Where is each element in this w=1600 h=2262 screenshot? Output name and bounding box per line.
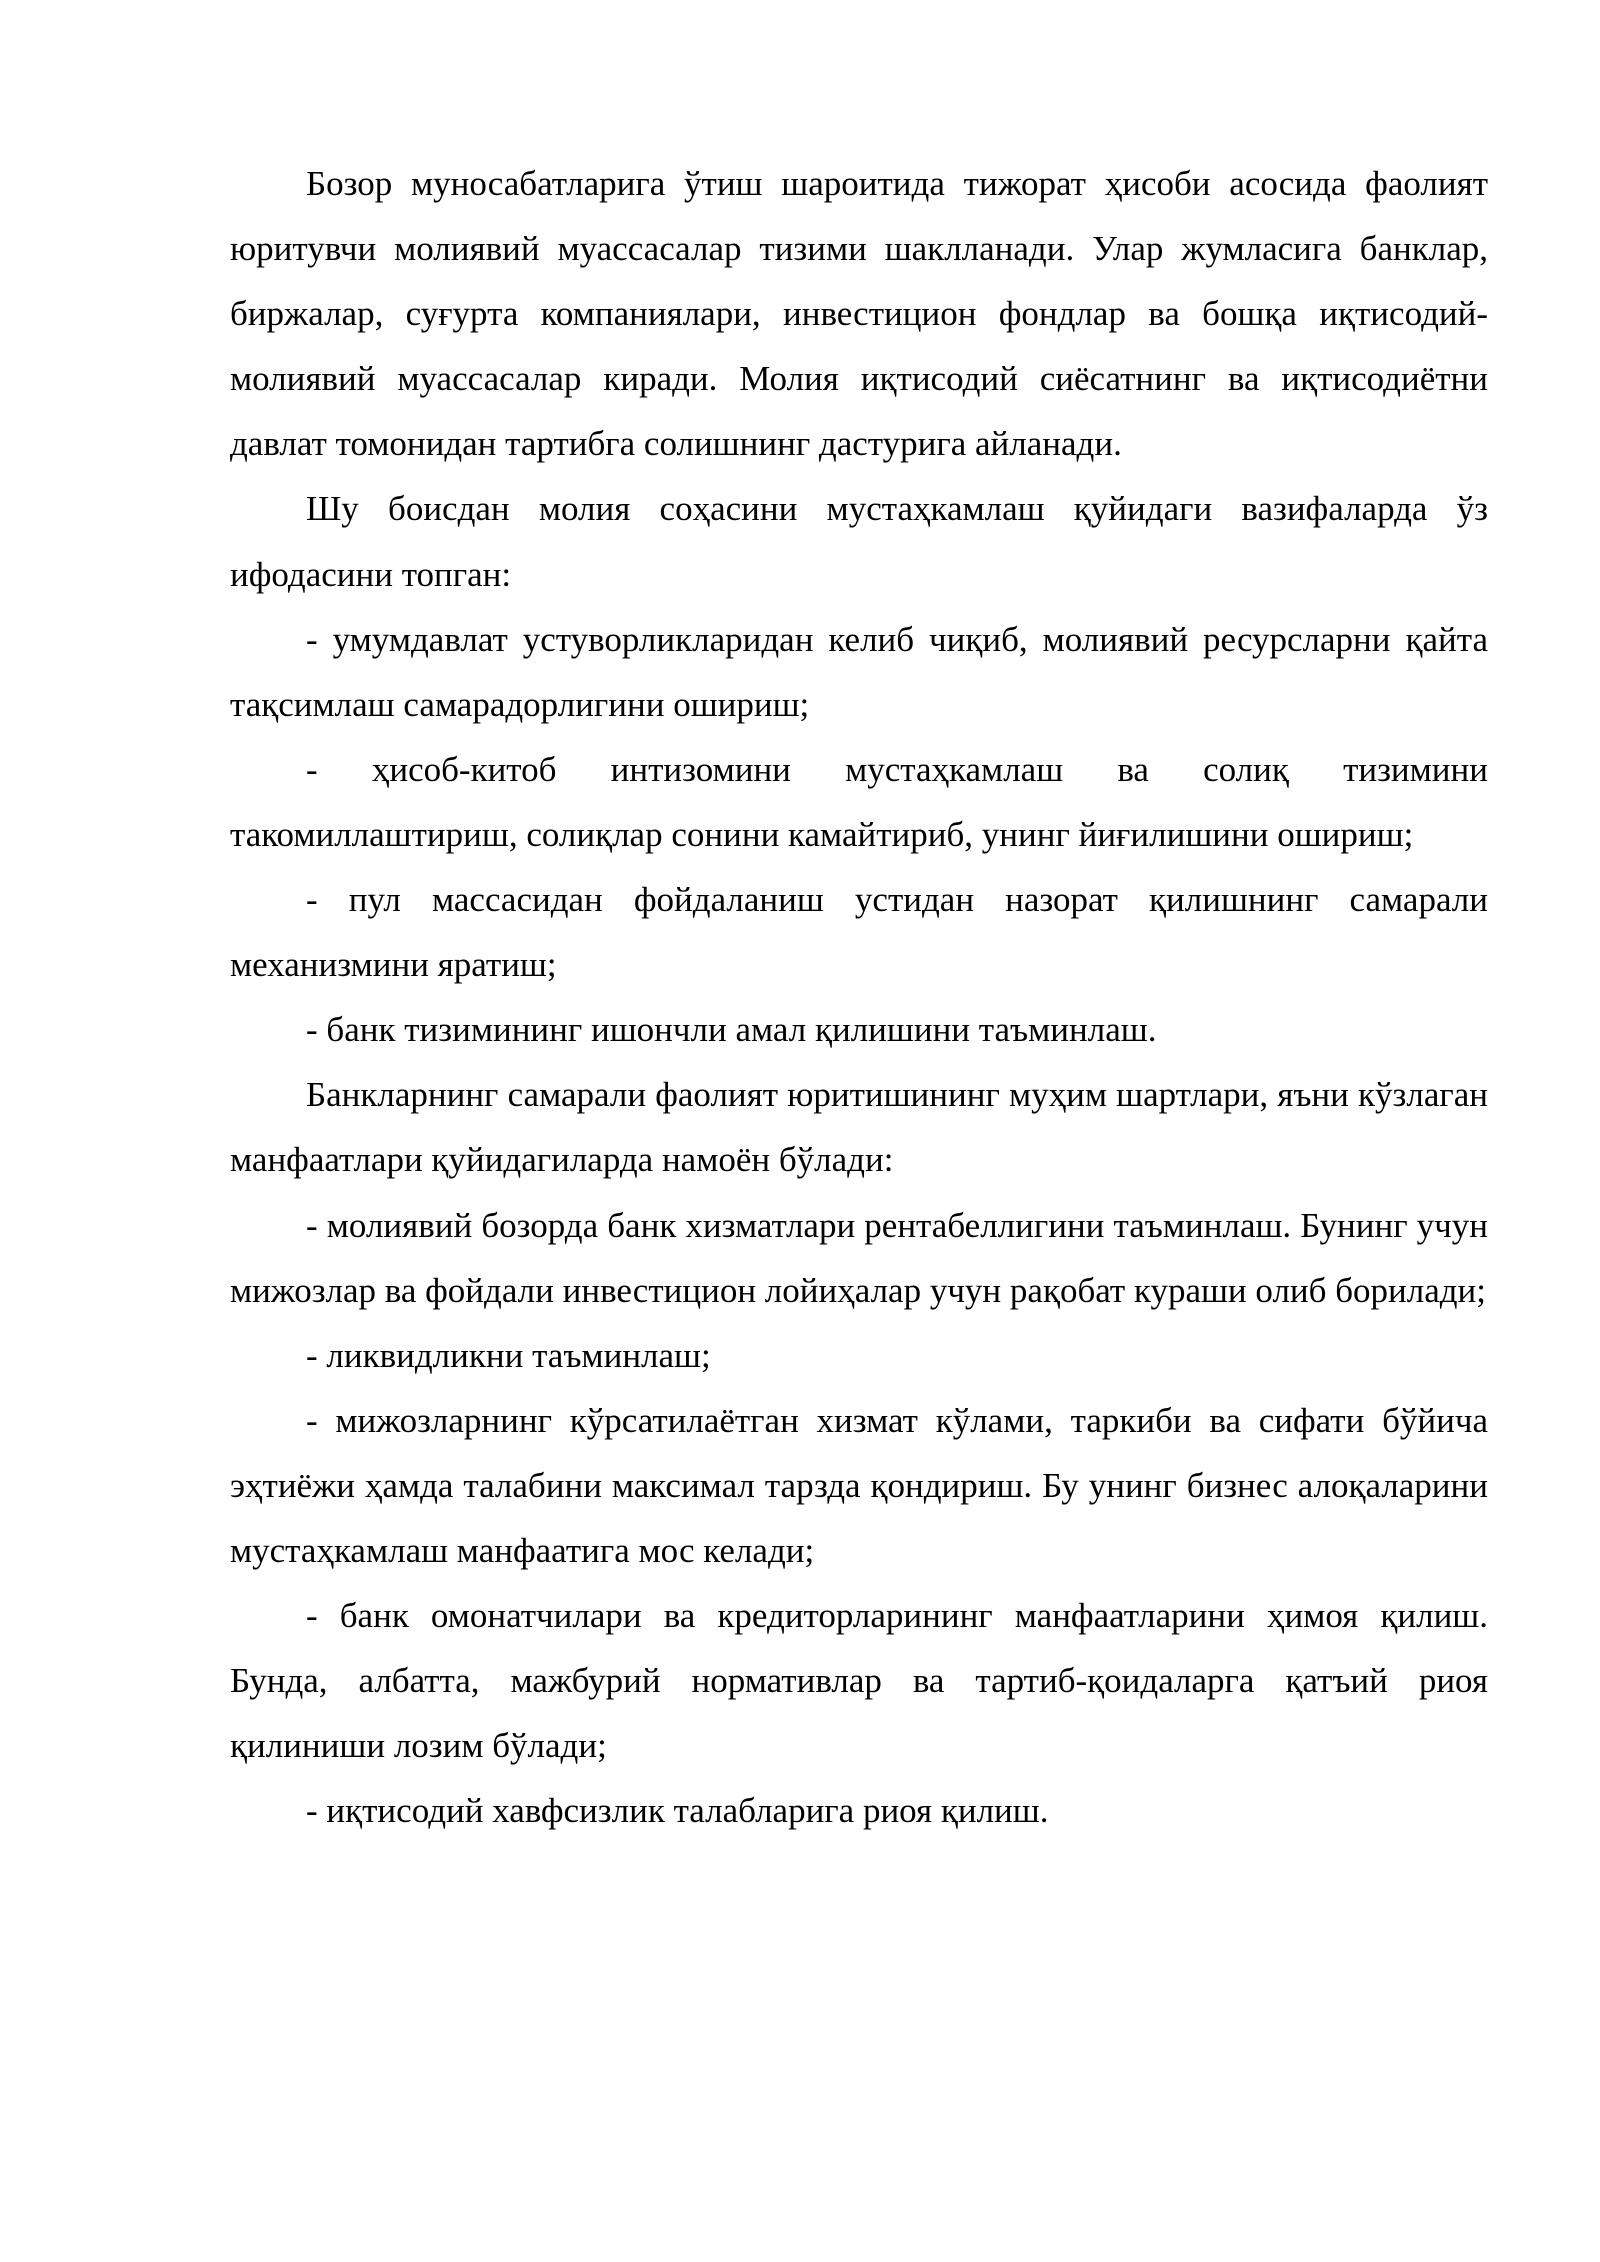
list-item: - пул массасидан фойдаланиш устидан назорат қилишнинг самарали механизмини яратиш; [230, 880, 1488, 985]
list-item: - банк омонатчилари ва кредиторларининг манфаатларини ҳимоя қилиш. Бунда, албатта, мажбурий нормативлар ва тартиб-қоидаларга қатъий риоя қилиниши лозим бўлади; [230, 1596, 1488, 1766]
paragraph-bank-conditions: Банкларнинг самарали фаолият юритишининг муҳим шартлари, яъни кўзлаган манфаатлари қуйидагиларда намоён бўлади: [230, 1075, 1488, 1180]
list-item: - мижозларнинг кўрсатилаётган хизмат кўлами, таркиби ва сифати бўйича эҳтиёжи ҳамда талабини максимал тарзда қондириш. Бу унинг бизнес алоқаларини мустаҳкамлаш манфаатига мос келади; [230, 1400, 1488, 1570]
paragraph-intro: Бозор муносабатларига ўтиш шароитида тижорат ҳисоби асосида фаолият юритувчи молиявий муассасалар тизими шаклланади. Улар жумласига банклар, биржалар, суғурта компаниялари, инвестицион фондлар ва бошқа иқтисодий-молиявий муассасалар киради. Молия иқтисодий сиёсатнинг ва иқтисодиётни давлат томонидан тартибга солишнинг дастурига айланади. [230, 164, 1488, 464]
paragraph-tasks-intro: Шу боисдан молия соҳасини мустаҳкамлаш қуйидаги вазифаларда ўз ифодасини топган: [230, 489, 1488, 594]
list-item: - иқтисодий хавфсизлик талабларига риоя қилиш. [306, 1791, 1049, 1831]
list-item: - молиявий бозорда банк хизматлари рентабеллигини таъминлаш. Бунинг учун мижозлар ва фойдали инвестицион лойиҳалар учун рақобат кураши олиб борилади; [230, 1205, 1488, 1310]
list-item: - банк тизимининг ишончли амал қилишини таъминлаш. [306, 1010, 1157, 1050]
list-item: - умумдавлат устуворликларидан келиб чиқиб, молиявий ресурсларни қайта тақсимлаш самарадорлигини ошириш; [230, 619, 1488, 724]
list-item: - ҳисоб-китоб интизомини мустаҳкамлаш ва солиқ тизимини такомиллаштириш, солиқлар сонини камайтириб, унинг йиғилишини ошириш; [230, 749, 1488, 854]
document-body [230, 151, 1488, 1843]
list-item: - ликвидликни таъминлаш; [306, 1335, 711, 1375]
